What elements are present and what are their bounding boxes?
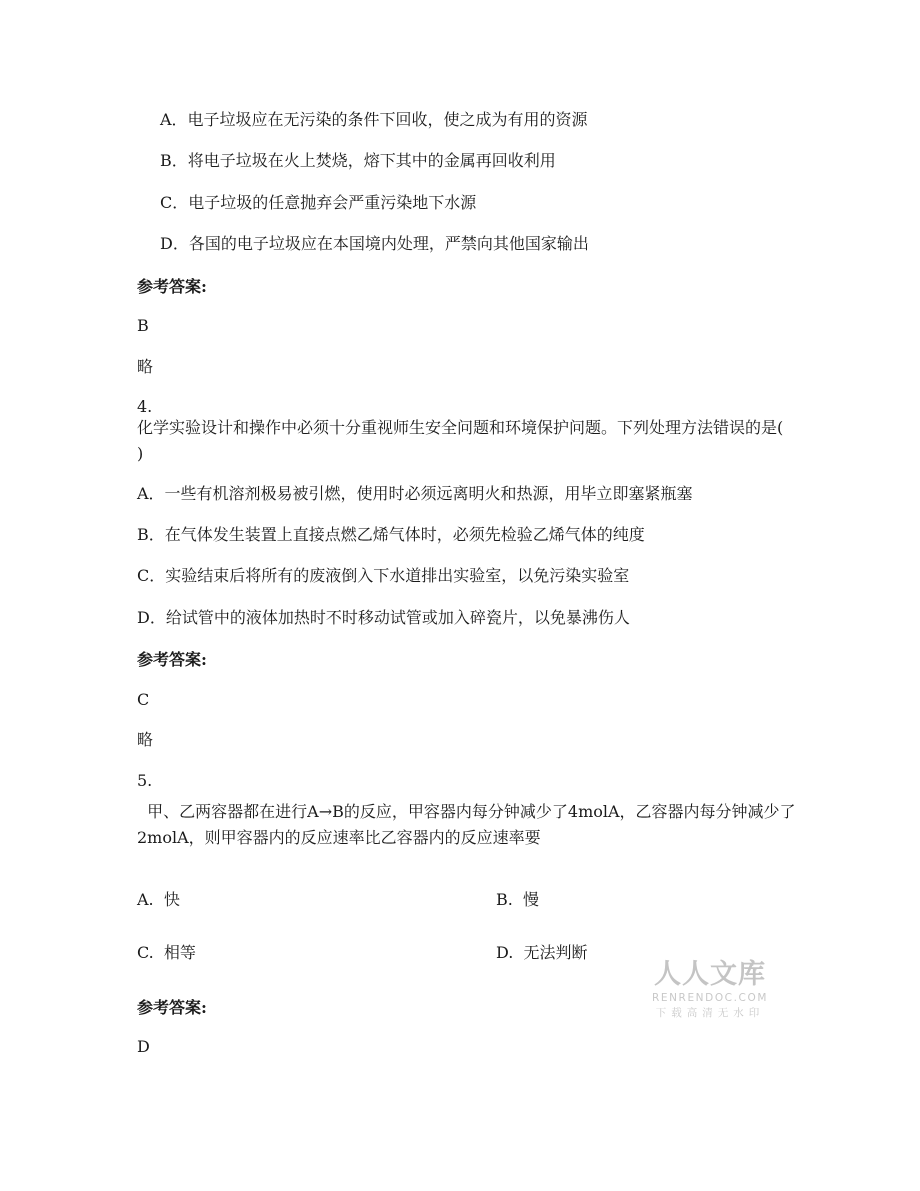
- watermark-title: 人人文库: [654, 959, 766, 990]
- q5-answer: D: [137, 1037, 150, 1056]
- watermark-subtitle: 下载高清无水印: [655, 1007, 765, 1019]
- q5-option-a: A. 快: [137, 890, 180, 909]
- q3-option-d: D．各国的电子垃圾应在本国境内处理，严禁向其他国家输出: [160, 234, 589, 253]
- q5-question-text: 甲、乙两容器都在进行A→B的反应，甲容器内每分钟减少了4molA，乙容器内每分钟减少了2molA，则甲容器内的反应速率比乙容器内的反应速率要: [137, 802, 796, 847]
- q4-question-text: 化学实验设计和操作中必须十分重视师生安全问题和环境保护问题。下列处理方法错误的是( ): [137, 418, 805, 463]
- watermark: [640, 958, 780, 1021]
- q5-answer-label: 参考答案:: [137, 998, 207, 1017]
- q4-option-b: B．在气体发生装置上直接点燃乙烯气体时，必须先检验乙烯气体的纯度: [137, 525, 645, 544]
- q5-option-c: C. 相等: [137, 943, 196, 962]
- q3-option-b: B．将电子垃圾在火上焚烧，熔下其中的金属再回收利用: [160, 151, 556, 170]
- q5-option-d: D. 无法判断: [496, 943, 588, 962]
- q3-option-a: A．电子垃圾应在无污染的条件下回收，使之成为有用的资源: [160, 110, 588, 129]
- q3-answer: B: [137, 316, 149, 335]
- q4-number: 4.: [137, 397, 153, 416]
- q4-answer: C: [137, 690, 150, 709]
- q5-option-b: B. 慢: [496, 890, 540, 909]
- q3-answer-label: 参考答案:: [137, 277, 207, 296]
- q4-explanation: 略: [137, 730, 154, 749]
- q3-option-c: C．电子垃圾的任意抛弃会严重污染地下水源: [160, 193, 477, 212]
- q3-explanation: 略: [137, 357, 154, 376]
- q4-answer-label: 参考答案:: [137, 650, 207, 669]
- q4-option-c: C．实验结束后将所有的废液倒入下水道排出实验室，以免污染实验室: [137, 566, 630, 585]
- q4-option-d: D．给试管中的液体加热时不时移动试管或加入碎瓷片，以免暴沸伤人: [137, 608, 630, 627]
- watermark-url: RENRENDOC.COM: [651, 992, 769, 1004]
- q4-option-a: A．一些有机溶剂极易被引燃，使用时必须远离明火和热源，用毕立即塞紧瓶塞: [137, 484, 693, 503]
- q5-number: 5.: [137, 771, 153, 790]
